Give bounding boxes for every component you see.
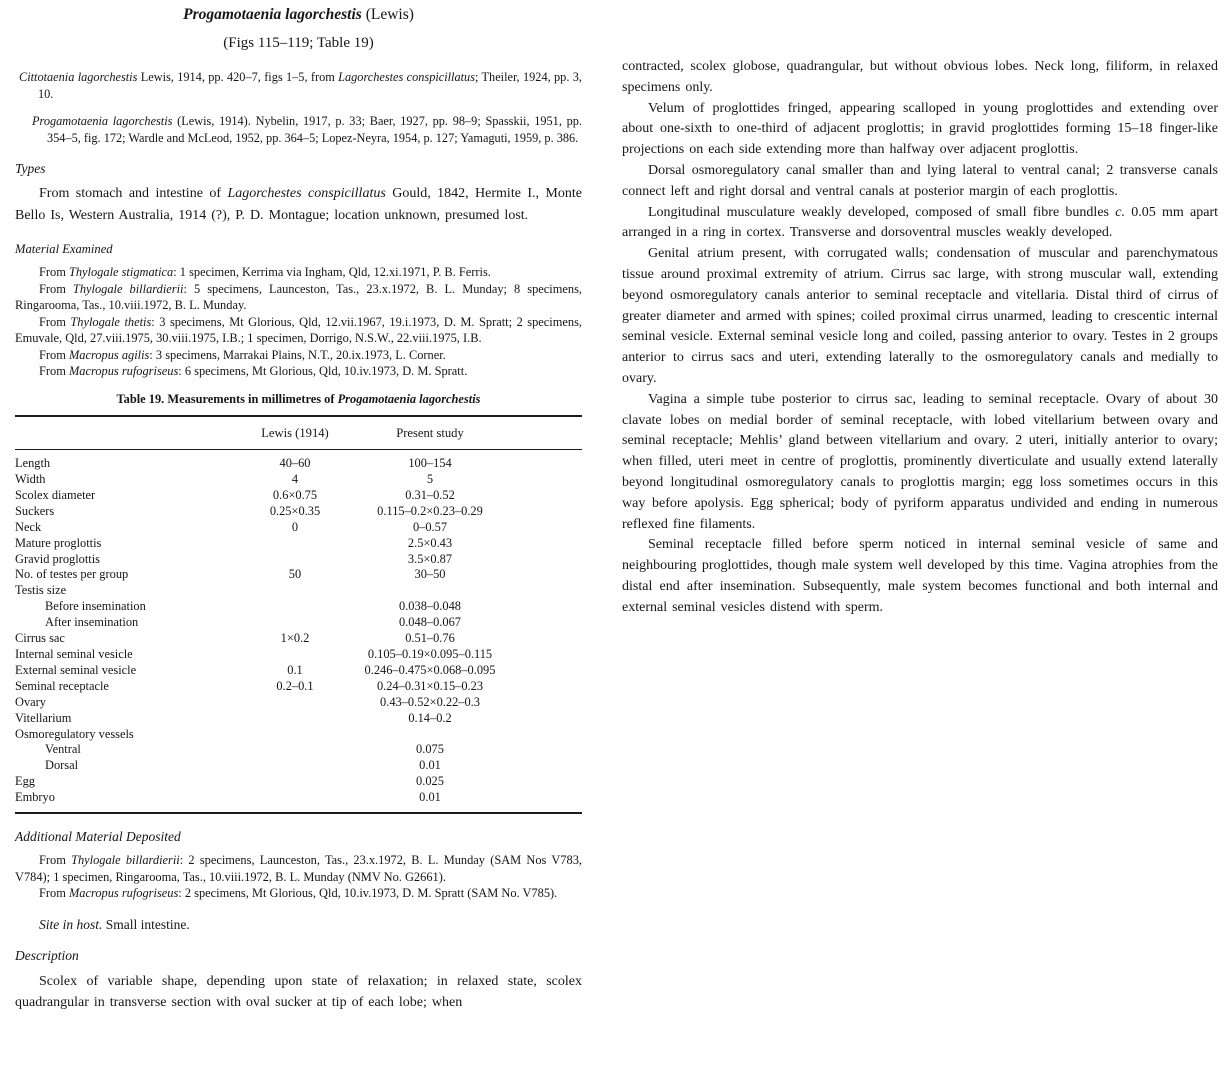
left-column [15,6,582,1013]
text-run: Macropus rufogriseus [68,364,179,378]
table-cell-present: 0.025 [416,774,444,789]
right-paragraph [622,161,1218,203]
table-cell-label: Gravid proglottis [15,551,101,566]
article-title [15,6,582,24]
right-paragraph [622,203,1218,245]
table-cell-label: Dorsal [45,758,79,773]
table-cell-present: 0.048–0.067 [399,615,461,630]
table-row [15,742,582,758]
text-run: Progamotaenia lagorchestis [32,114,173,128]
text-run: From [39,364,69,378]
table-cell-lewis: 0.2–0.1 [276,678,314,693]
table-row [15,647,582,663]
text-run: Table 19. [116,391,165,406]
table-col-present: Present study [396,425,464,440]
text-run: (Lewis, 1914). Nybelin, 1917, p. 33; Baer, 1927, pp. 98–9; Spasskii, 1951, pp. 354–5, fig. 172; Wardle and McLeod, 1952, pp. 364–5; Lopez-Neyra, 1954, p. 127; Yamaguti, 1959, p. 386. [47,114,582,145]
table-row [15,615,582,631]
text-run: Site in host. [39,916,103,932]
text-run: : 3 specimens, Marrakai Plains, N.T., 20.ix.1973, L. Corner. [149,347,446,362]
section-heading-types: Types [15,161,46,176]
text-run: Cittotaenia lagorchestis [19,70,138,84]
right-paragraph [622,99,1218,161]
table-cell-lewis [235,742,355,758]
table-cell-label: Egg [15,774,35,789]
text-run: Velum of proglottides fringed, appearing scalloped in young proglottides and extending over about one-sixth to one-third of adjacent proglottis; in gravid proglottides forming 15–18 finger-like projections on each side extending more than halfway over adjacent proglottis. [622,100,1218,158]
table-cell-label: After insemination [45,615,139,630]
right-paragraph [622,390,1218,536]
table-cell-label: Width [15,472,46,486]
table-row [15,774,582,790]
table-cell-lewis: 50 [288,567,302,582]
table-cell-present: 0.24–0.31×0.15–0.23 [376,678,484,693]
table-row [15,504,582,520]
text-run: Vagina a simple tube posterior to cirrus sac, leading to seminal receptacle. Ovary of about 30 clavate lobes on medial border of seminal receptacle, with lobed vitellarium between ovary and seminal receptacle; Mehlis’ gland between vitellarium and ovary. 2 uteri, initially anterior to ovary; when filled, uteri meet in centre of proglottis, prominently diverticulate and usually extend laterally beyond longitudinal osmoregulatory canals to proglottis margin; egg loss sometimes occurs in this way before apolysis. Egg spherical; body of pyriform apparatus undivided and ending in numerous reflexed fine filaments. [622,391,1218,532]
text-run: Genital atrium present, with corrugated walls; condensation of muscular and parenchymatous tissue around proximal extremity of atrium. Cirrus sac large, with strong muscular wall, extending beyond osmoregulatory canals anterior to seminal receptacle and vitellaria. Distal third of cirrus of greater diameter and armed with spines; coiled proximal cirrus unarmed, leading to crescentic internal seminal vesicle. External seminal vesicle long and coiled, passing anterior to ovary. Testes in 2 groups anterior to cirrus sacs and uteri, extending laterally to the osmoregulatory canals and medially to ovary. [622,246,1218,386]
table-cell-present [355,727,505,743]
table-cell-lewis [235,583,355,599]
text-run: From [39,265,69,279]
table-cell-lewis [235,727,355,743]
synonymy-citation-1 [15,69,582,102]
table-body [15,450,582,812]
table-cell-lewis: 1×0.2 [280,631,310,646]
text-run: Thylogale stigmatica [68,265,174,279]
text-run: c. [1115,204,1125,220]
text-run: (Lewis) [361,6,414,23]
table-cell-lewis [235,536,355,552]
material-examined-paragraph [15,363,582,380]
right-paragraph [622,57,1218,99]
table-cell-lewis [235,711,355,727]
table-caption [15,392,582,407]
table-cell-label: Osmoregulatory vessels [15,726,134,741]
table-cell-present: 30–50 [414,567,446,582]
table-cell-label: Before insemination [45,599,146,614]
table-cell-present: 0.115–0.2×0.23–0.29 [377,503,483,518]
additional-material-list [15,852,582,902]
table-cell-label: Embryo [15,790,55,805]
table-cell-lewis [235,552,355,568]
text-run: Small intestine. [102,916,190,932]
right-paragraph [622,244,1218,390]
table-cell-lewis: 0.1 [287,662,303,677]
description-continued [622,57,1218,619]
text-run: Thylogale billardierii [72,281,184,296]
table-cell-present: 0–0.57 [412,519,448,534]
text-run: Macropus rufogriseus [68,886,179,901]
table-row [15,758,582,774]
table-row [15,488,582,504]
table-row [15,695,582,711]
table-cell-lewis [235,790,355,806]
table-row [15,520,582,536]
table-row [15,679,582,695]
table-cell-present: 0.14–0.2 [408,710,452,725]
section-heading-description: Description [15,947,79,963]
table-col-lewis: Lewis (1914) [261,425,329,440]
text-run: 0.05 mm apart arranged in a ring in cortex. Transverse and dorsoventral muscles weakly developed. [622,204,1218,241]
text-run: Dorsal osmoregulatory canal smaller than and lying lateral to ventral canal; 2 transverse canals connect left and right dorsal and ventral canals at posterior margin of each proglottis. [622,162,1218,199]
table-row [15,631,582,647]
table-row [15,456,582,472]
table-row [15,536,582,552]
site-in-host-line [15,917,582,933]
table-row [15,663,582,679]
text-run: Progamotaenia lagorchestis [183,6,362,23]
text-run: : 3 specimens, Mt Glorious, Qld, 12.vii.1967, 19.i.1973, D. M. Spratt; 2 specimens, Emuvale, Qld, 27.viii.1975, 30.viii.1975, I.B.; 1 specimen, Dorrigo, N.S.W., 22.viii.1975, I.B. [15,314,582,345]
table-cell-lewis: 4 [291,472,299,486]
table-cell-label: Length [15,456,51,471]
additional-material-paragraph [15,852,582,885]
text-run: From [39,347,69,362]
section-heading-material-examined: Material Examined [15,242,113,256]
table-cell-present: 3.5×0.87 [407,551,453,566]
table-row [15,711,582,727]
table-bottom-rule [15,812,582,814]
table-cell-present: 0.43–0.52×0.22–0.3 [380,694,480,709]
table-cell-present: 0.075 [416,742,444,757]
table-cell-present: 2.5×0.43 [407,535,453,550]
text-run: Lagorchestes conspicillatus [338,70,475,84]
text-run: ; Theiler, 1924, pp. 3, 10. [38,70,582,101]
table-cell-present: 100–154 [408,456,452,471]
material-examined-paragraph [15,314,582,347]
description-paragraph [15,971,582,1013]
table-cell-present [355,583,505,599]
text-run: : 5 specimens, Launceston, Tas., 23.x.1972, B. L. Munday; 8 specimens, Ringarooma, Tas., 10.viii.1972, B. L. Munday. [15,281,582,312]
additional-material-paragraph [15,885,582,902]
table-cell-label: Testis size [15,583,67,598]
table-cell-label: Vitellarium [15,710,72,725]
table-cell-label: Internal seminal vesicle [15,646,133,661]
text-run: Lagorchestes conspicillatus [227,186,386,201]
right-column [622,57,1218,619]
text-run: From stomach and intestine of [39,186,228,201]
right-paragraph [622,535,1218,618]
table-cell-present: 0.246–0.475×0.068–0.095 [364,662,496,677]
types-paragraph [15,183,582,227]
table-cell-present: 0.01 [419,790,441,805]
text-run: Macropus agilis [68,347,150,362]
text-run: From [39,281,73,296]
table-cell-label: Neck [15,519,42,534]
table-cell-lewis: 0.6×0.75 [272,487,318,502]
text-run: : 2 specimens, Mt Glorious, Qld, 10.iv.1973, D. M. Spratt (SAM No. V785). [178,886,558,901]
table-cell-lewis [235,599,355,615]
table-cell-lewis: 0 [291,519,299,534]
table-cell-label: No. of testes per group [15,567,129,582]
table-row [15,567,582,583]
material-examined-list [15,264,582,380]
text-run: Thylogale billardierii [71,853,180,868]
table-cell-lewis [235,615,355,631]
table-cell-lewis: 0.25×0.35 [269,503,321,518]
material-examined-paragraph [15,264,582,281]
material-examined-paragraph [15,347,582,364]
table-cell-present: 0.038–0.048 [399,599,461,614]
table-cell-lewis [235,695,355,711]
table-cell-lewis [235,647,355,663]
table-row [15,790,582,806]
text-run: Progamotaenia lagorchestis [337,391,481,406]
text-run: Gould, 1842, Hermite I., Monte Bello Is, Western Australia, 1914 (?), P. D. Montague; location unknown, presumed lost. [15,186,582,223]
table-cell-label: Cirrus sac [15,631,65,646]
text-run: Lewis, 1914, pp. 420–7, figs 1–5, from [137,70,339,84]
text-run: Seminal receptacle filled before sperm noticed in internal seminal vesicle of same and neighbouring proglottides, though male system well developed by this time. Vagina atrophies from the distal end after insemination. Subsequently, male system becomes functional and both internal and external seminal vesicles distend with sperm. [622,537,1218,615]
text-run: : 6 specimens, Mt Glorious, Qld, 10.iv.1973, D. M. Spratt. [178,364,468,378]
text-run: From [39,853,72,868]
table-cell-label: Suckers [15,503,55,518]
table-col-parameter [15,426,235,441]
table-cell-lewis [235,774,355,790]
figs-table-reference: (Figs 115–119; Table 19) [223,35,374,51]
text-run: contracted, scolex globose, quadrangular, but without obvious lobes. Neck long, filiform, in relaxed specimens only. [622,59,1218,95]
table-cell-present: 0.105–0.19×0.095–0.115 [367,646,493,661]
table-cell-lewis [235,758,355,774]
synonymy-citation-2 [15,113,582,146]
text-run: Measurements in millimetres of [164,391,338,406]
table-row [15,472,582,488]
text-run: Longitudinal musculature weakly developed, composed of small fibre bundles [648,204,1116,220]
table-cell-label: Scolex diameter [15,487,96,502]
table-cell-present: 0.01 [419,758,441,773]
table-cell-label: External seminal vesicle [15,662,137,677]
table-cell-label: Ovary [15,694,46,709]
table-row [15,552,582,568]
section-heading-additional-material: Additional Material Deposited [15,829,181,845]
material-examined-paragraph [15,281,582,314]
text-run: Scolex of variable shape, depending upon state of relaxation; in relaxed state, scolex quadrangular in transverse section with oval sucker at tip of each lobe; when [15,973,582,1010]
table-cell-present: 0.51–0.76 [405,631,455,646]
table-cell-label: Mature proglottis [15,535,102,550]
table-cell-lewis: 40–60 [279,456,311,471]
text-run: Thylogale thetis [70,314,152,329]
text-run: : 1 specimen, Kerrima via Ingham, Qld, 12.xi.1971, P. B. Ferris. [173,265,491,279]
table-cell-present: 5 [426,472,434,486]
table-19 [15,392,582,815]
table-cell-label: Ventral [45,742,81,757]
table-cell-present: 0.31–0.52 [405,487,455,502]
table-row [15,583,582,599]
table-row [15,599,582,615]
table-cell-label: Seminal receptacle [15,678,109,693]
table-header-row [15,417,582,449]
text-run: From [39,886,69,901]
text-run: : 2 specimens, Launceston, Tas., 23.x.1972, B. L. Munday (SAM Nos V783, V784); 1 specimen, Ringarooma, Tas., 10.viii.1972, B. L. Munday (NMV No. G2661). [15,853,582,884]
table-row [15,727,582,743]
text-run: From [39,314,71,329]
